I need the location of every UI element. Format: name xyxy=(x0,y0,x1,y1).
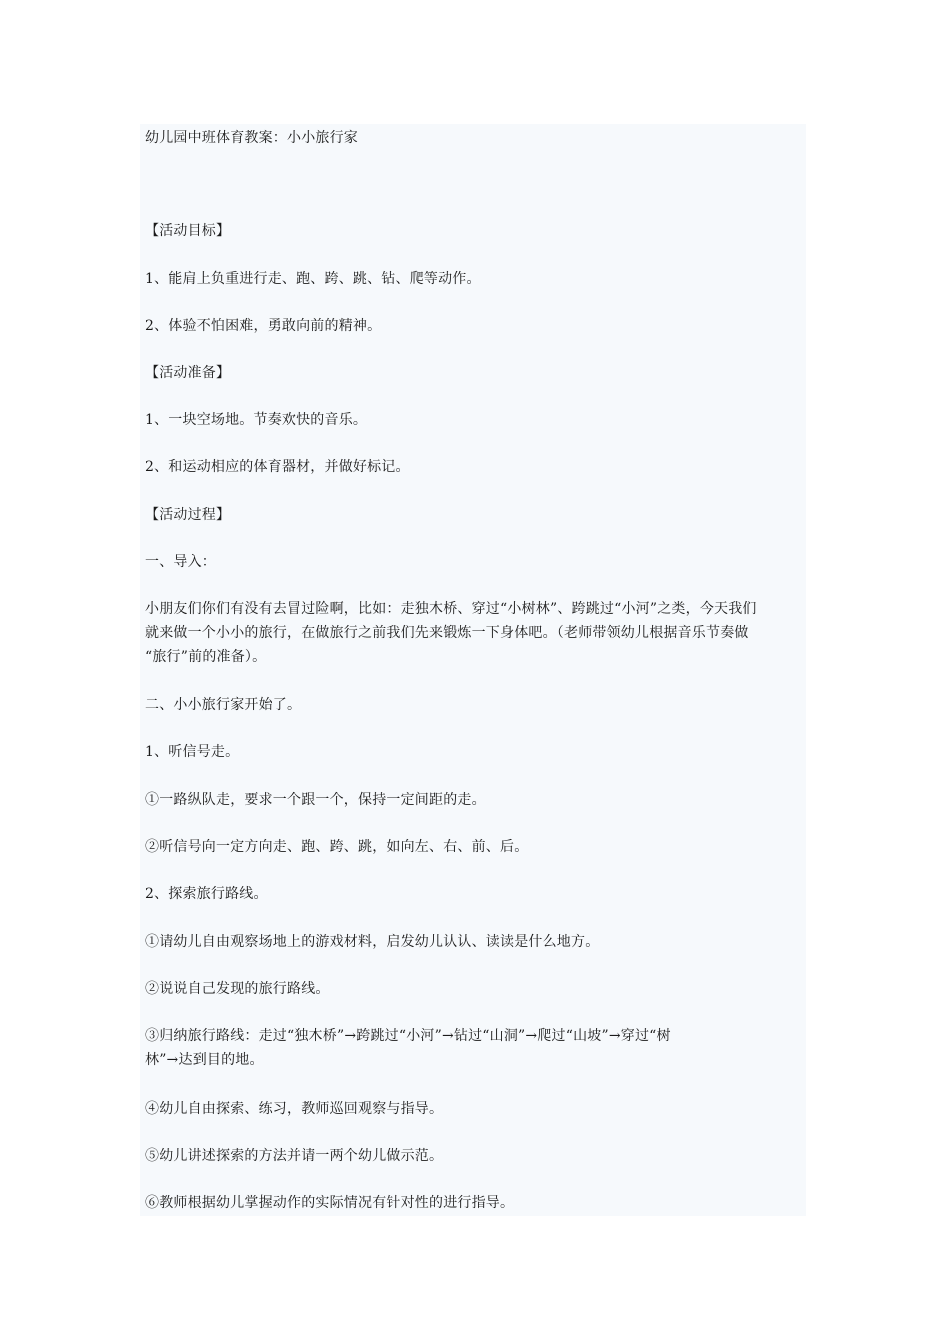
route-line: 林”→达到目的地。 xyxy=(145,1052,264,1068)
section-main-heading: 二、小小旅行家开始了。 xyxy=(145,697,302,713)
step-1-heading: 1、听信号走。 xyxy=(145,744,240,760)
intro-line: “旅行”前的准备）。 xyxy=(145,649,267,665)
heading-preparation: 【活动准备】 xyxy=(145,365,231,381)
heading-process: 【活动过程】 xyxy=(145,507,231,523)
goal-item-1: 1、能肩上负重进行走、跑、跨、跳、钻、爬等动作。 xyxy=(145,271,481,287)
step-2-item-e: ⑤幼儿讲述探索的方法并请一两个幼儿做示范。 xyxy=(145,1148,444,1164)
heading-goals: 【活动目标】 xyxy=(145,223,231,239)
intro-line: 小朋友们你们有没有去冒过险啊，比如：走独木桥、穿过“小树林”、跨跳过“小河”之类，今天我们 xyxy=(145,601,757,617)
intro-paragraph xyxy=(145,597,805,669)
goal-item-2: 2、体验不怕困难，勇敢向前的精神。 xyxy=(145,318,382,334)
section-intro-heading: 一、导入： xyxy=(145,554,216,570)
step-2-item-a: ①请幼儿自由观察场地上的游戏材料，启发幼儿认认、读读是什么地方。 xyxy=(145,934,600,950)
step-2-heading: 2、探索旅行路线。 xyxy=(145,886,268,902)
intro-line: 就来做一个小小的旅行，在做旅行之前我们先来锻炼一下身体吧。（老师带领幼儿根据音乐节奏做 xyxy=(145,625,749,641)
step-2-item-d: ④幼儿自由探索、练习，教师巡回观察与指导。 xyxy=(145,1101,444,1117)
step-1-item-b: ②听信号向一定方向走、跑、跨、跳，如向左、右、前、后。 xyxy=(145,839,529,855)
step-2-item-b: ②说说自己发现的旅行路线。 xyxy=(145,981,330,997)
step-2-item-c xyxy=(145,1024,805,1072)
prep-item-2: 2、和运动相应的体育器材，并做好标记。 xyxy=(145,459,410,475)
step-1-item-a: ①一路纵队走，要求一个跟一个，保持一定间距的走。 xyxy=(145,792,486,808)
route-line: ③归纳旅行路线：走过“独木桥”→跨跳过“小河”→钻过“山洞”→爬过“山坡”→穿过“树 xyxy=(145,1028,671,1044)
step-2-item-f: ⑥教师根据幼儿掌握动作的实际情况有针对性的进行指导。 xyxy=(145,1195,515,1211)
document-title: 幼儿园中班体育教案：小小旅行家 xyxy=(145,130,358,146)
prep-item-1: 1、一块空场地。节奏欢快的音乐。 xyxy=(145,412,368,428)
